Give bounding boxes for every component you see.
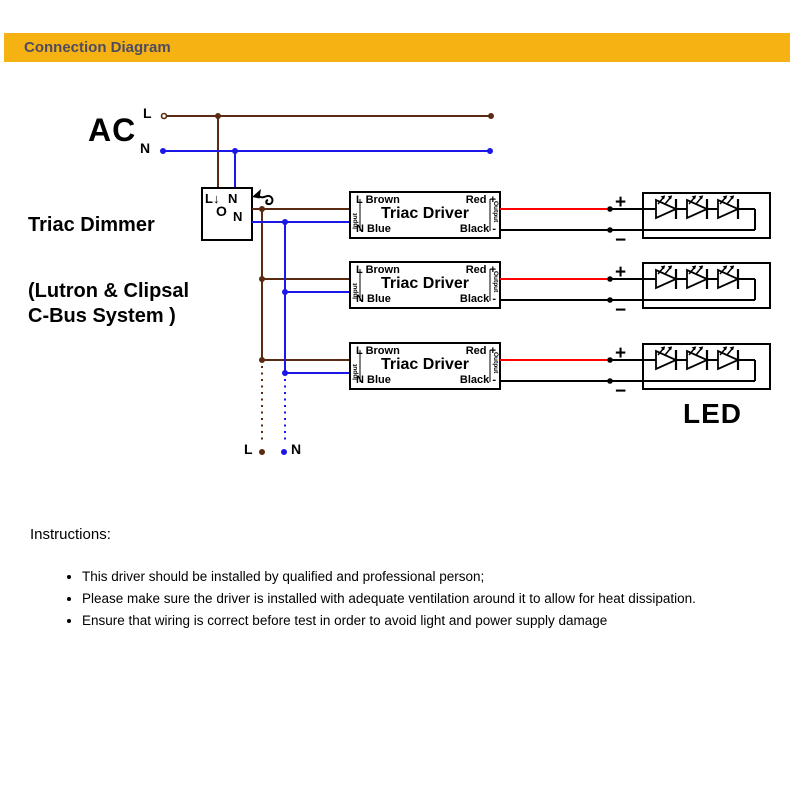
instruction-item: • This driver should be installed by qualified and professional person;: [82, 569, 800, 585]
ac-neutral-wire: [160, 148, 493, 188]
driver-output-side-label: Output: [492, 271, 499, 293]
driver-name: Triac Driver: [380, 205, 470, 222]
driver-live-terminal: L Brown: [356, 194, 400, 206]
ac-live-label: L: [143, 105, 152, 121]
driver-neutral-terminal: N Blue: [356, 293, 391, 305]
instructions-list: [58, 569, 800, 635]
instruction-item: • Ensure that wiring is correct before test in order to avoid light and power supply damage: [82, 613, 800, 629]
mains-tap-live-label: L: [244, 441, 253, 457]
dimmer-switch-symbol: O: [216, 203, 227, 219]
dimmer-terminal-neutral-out: N: [233, 209, 243, 224]
led-group-label: LED: [683, 398, 742, 429]
driver-positive-terminal: Red +: [465, 345, 496, 357]
ac-neutral-label: N: [140, 140, 151, 156]
driver-live-terminal: L Brown: [356, 345, 400, 357]
driver-neutral-terminal: N Blue: [356, 223, 391, 235]
driver-positive-terminal: Red +: [465, 194, 496, 206]
instruction-item: • Please make sure the driver is installed with adequate ventilation around it to allow for heat dissipation.: [82, 591, 800, 607]
driver-output-side-label: Output: [492, 352, 499, 374]
led-plus-label: +: [615, 262, 627, 283]
ac-supply-label: AC: [88, 112, 137, 148]
driver-output-side-label: Output: [492, 201, 499, 223]
led-minus-label: −: [615, 230, 627, 251]
dimmer-title: Triac Dimmer: [28, 214, 155, 236]
driver-input-side-label: Input: [352, 283, 359, 299]
neutral-bus-wiring: [252, 219, 350, 455]
section-header: Connection Diagram: [4, 33, 790, 62]
driver-name: Triac Driver: [380, 275, 470, 292]
led-plus-label: +: [615, 343, 627, 364]
driver-live-terminal: L Brown: [356, 264, 400, 276]
led-minus-label: −: [615, 381, 627, 402]
driver-input-side-label: Input: [352, 364, 359, 380]
instructions-title: Instructions:: [30, 526, 111, 543]
dimmer-subtitle-line2: C-Bus System ): [28, 305, 176, 327]
driver-positive-terminal: Red +: [465, 264, 496, 276]
dimmer-adjust-symbol: [252, 189, 272, 204]
led-minus-label: −: [615, 300, 627, 321]
driver-negative-terminal: Black -: [459, 223, 496, 235]
dimmer-subtitle-line1: (Lutron & Clipsal: [28, 280, 190, 302]
dimmer-terminal-live-in: L↓: [205, 191, 220, 206]
driver-negative-terminal: Black -: [459, 374, 496, 386]
led-plus-label: +: [615, 192, 627, 213]
mains-tap-neutral-label: N: [291, 441, 302, 457]
driver-negative-terminal: Black -: [459, 293, 496, 305]
dimmer-terminal-neutral-in: N: [228, 191, 238, 206]
live-bus-wiring: [252, 206, 350, 455]
driver-neutral-terminal: N Blue: [356, 374, 391, 386]
driver-name: Triac Driver: [380, 356, 470, 373]
driver-input-side-label: Input: [352, 213, 359, 229]
